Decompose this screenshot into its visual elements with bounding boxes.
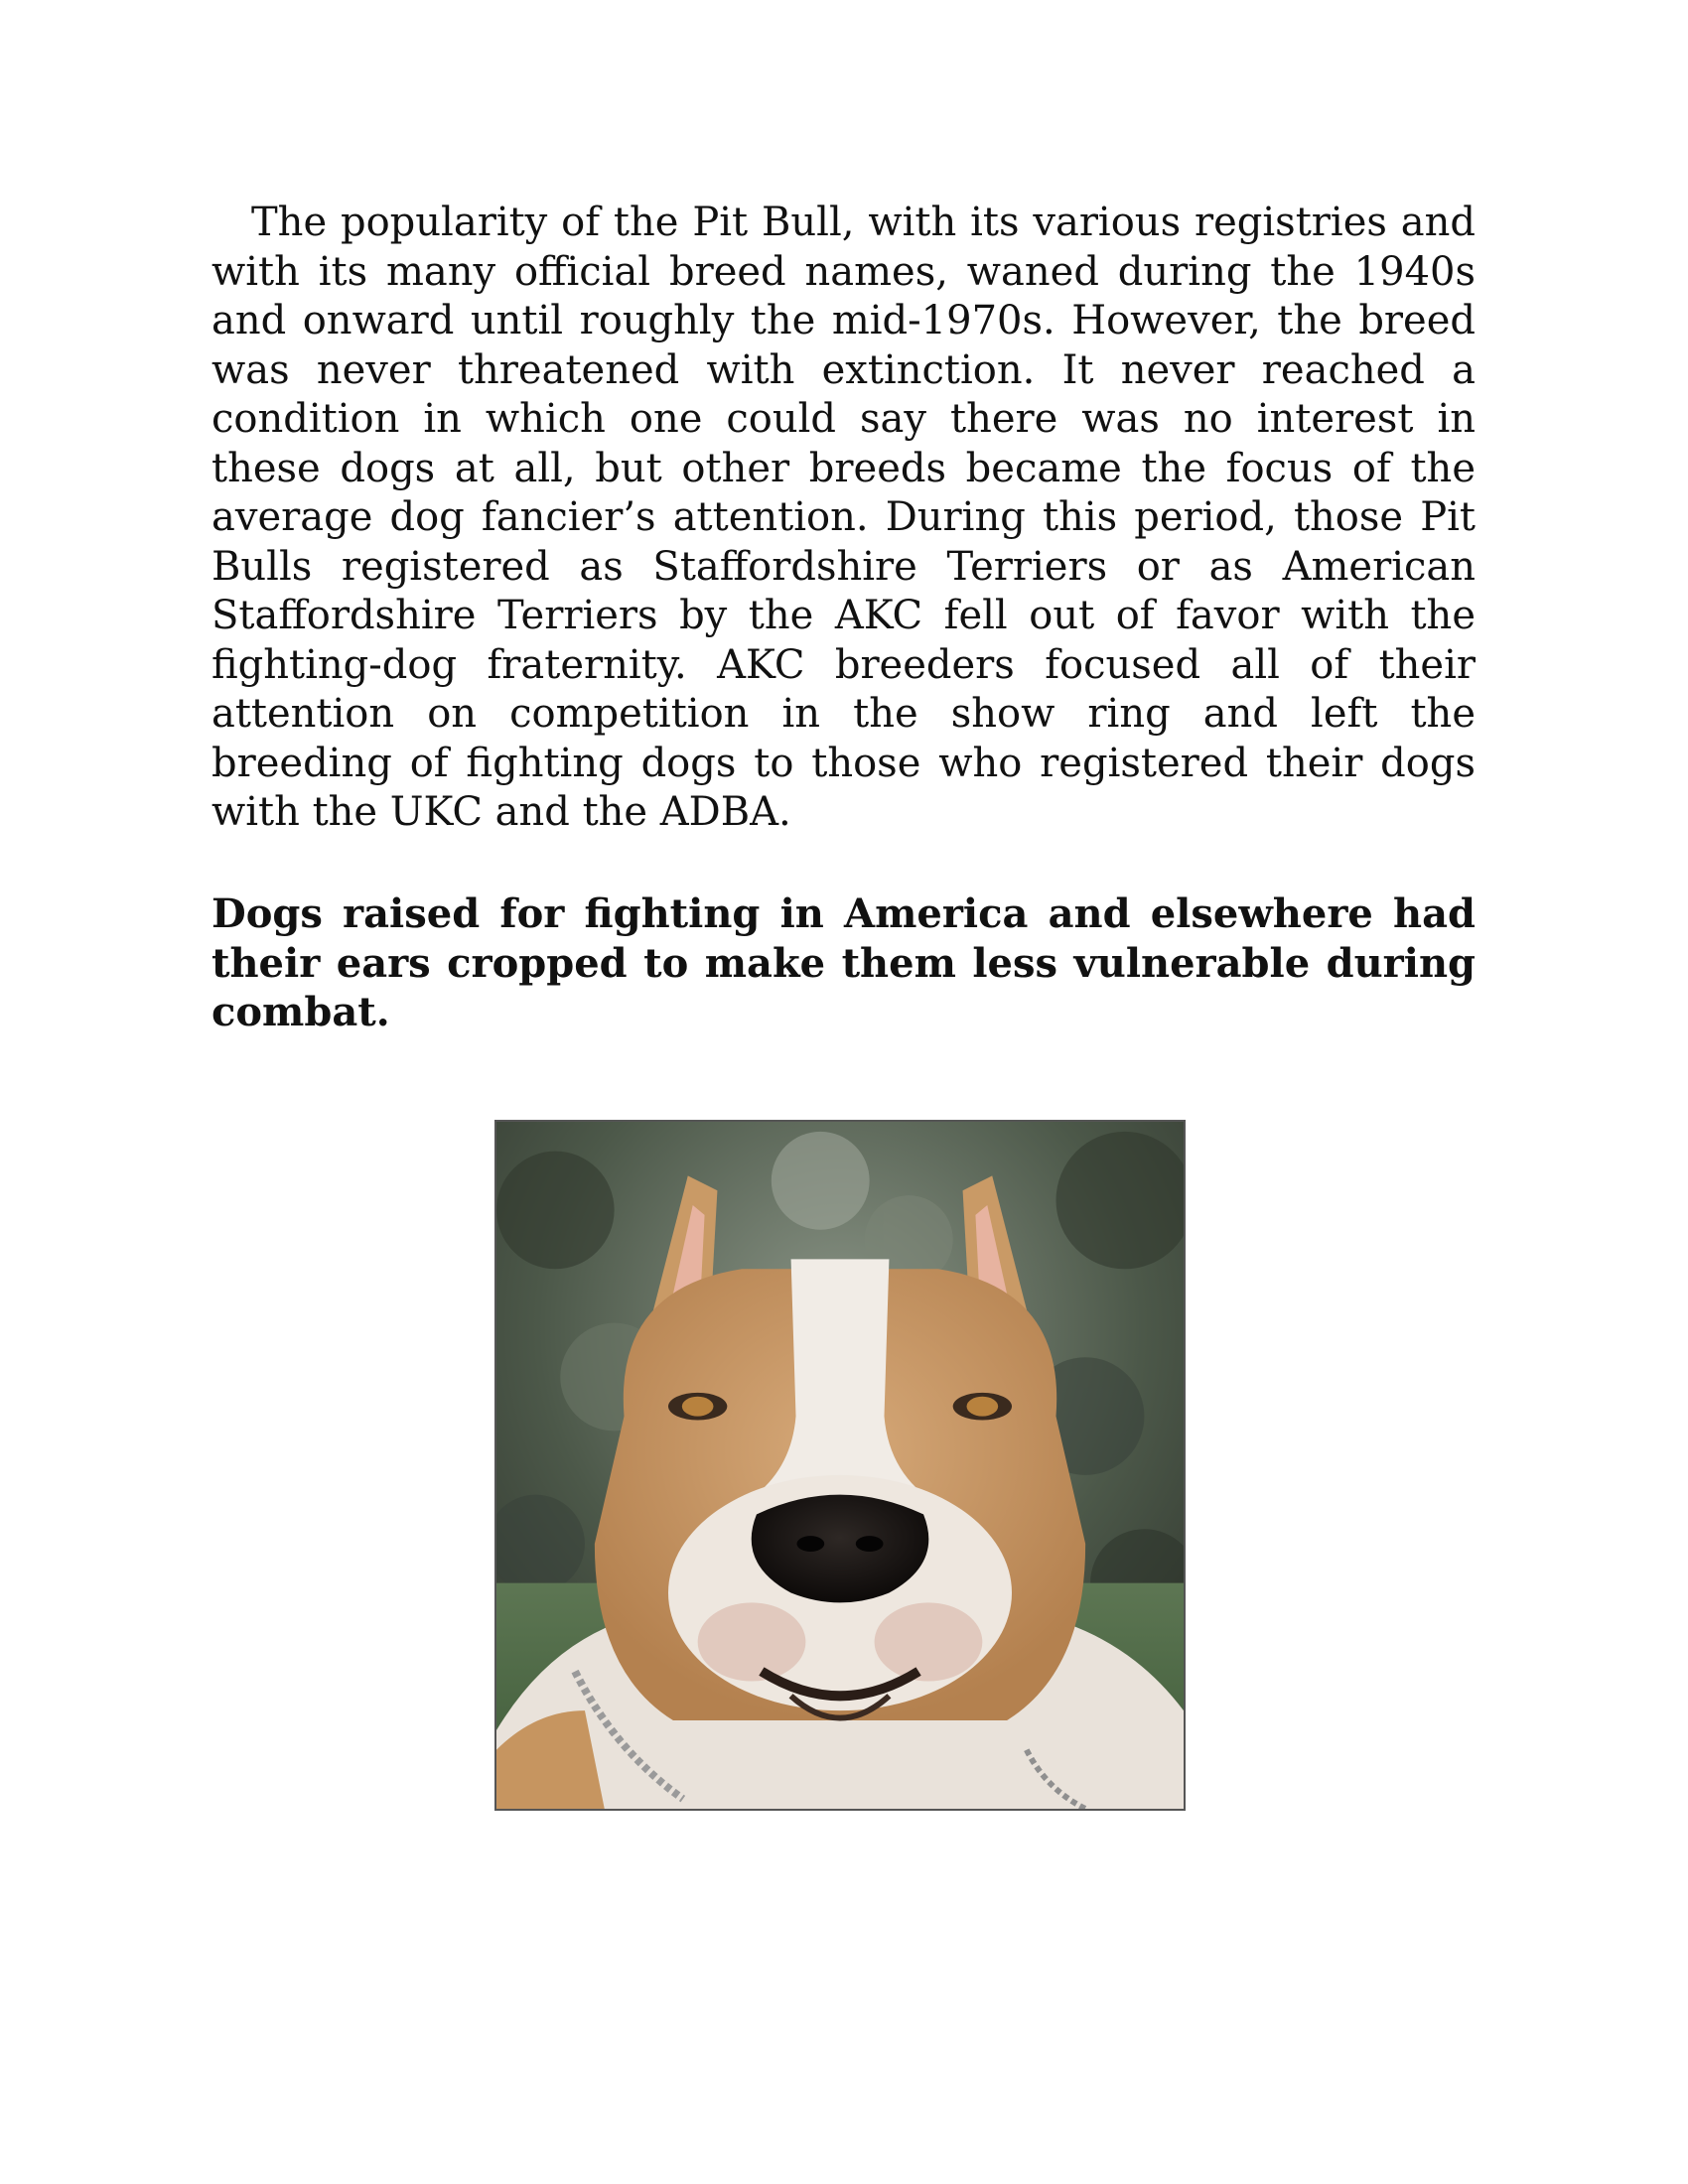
photo-caption: Dogs raised for fighting in America and elsewhere had their ears cropped to make them less vulnerable during combat.	[211, 890, 1476, 1035]
dog-photo	[494, 1120, 1186, 1811]
dog-photo-icon	[496, 1122, 1184, 1809]
body-paragraph: The popularity of the Pit Bull, with its various registries and with its many official breed names, waned during the 1940s and onward until roughly the mid-1970s. However, the breed was never threatened with extinction. It never reached a condition in which one could say there was no interest in these dogs at all, but other breeds became the focus of the average dog fancier’s attention. During this period, those Pit Bulls registered as Staffordshire Terriers or as American Staffordshire Terriers by the AKC fell out of favor with the fighting-dog fraternity. AKC breeders focused all of their attention on competition in the show ring and left the breeding of fighting dogs to those who registered their dogs with the UKC and the ADBA.	[211, 200, 1476, 835]
